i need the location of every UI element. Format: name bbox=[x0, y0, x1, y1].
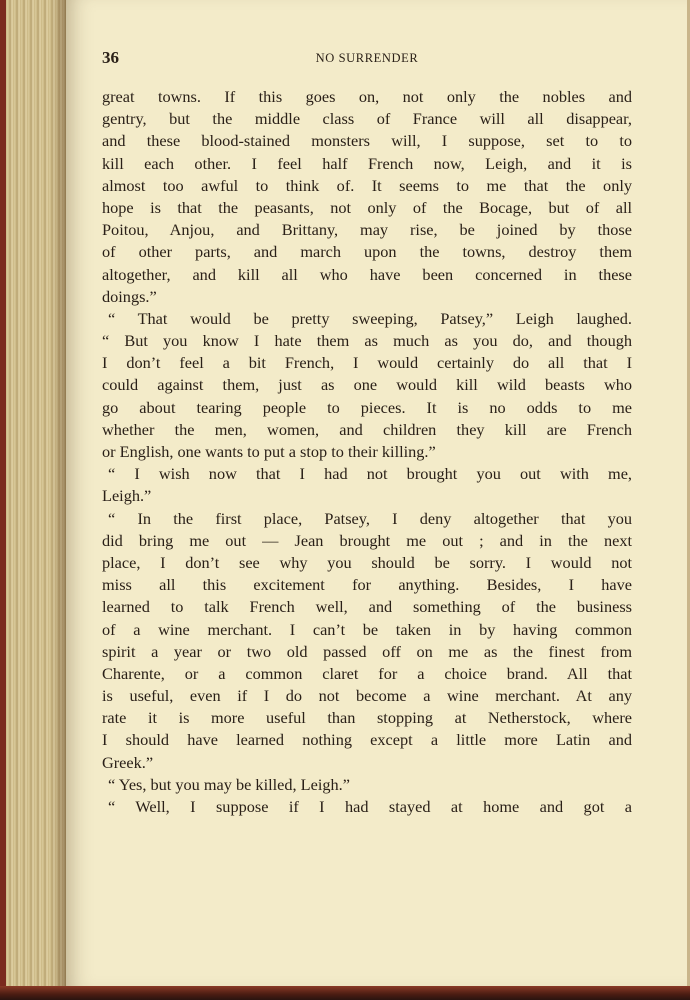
page-header bbox=[102, 48, 632, 72]
text-line: gentry, but the middle class of France will all disappear, bbox=[102, 109, 632, 129]
text-line: “ Yes, but you may be killed, Leigh.” bbox=[108, 774, 350, 794]
text-line: “ That would be pretty sweeping, Patsey,” Leigh laughed. bbox=[108, 308, 632, 328]
text-line: of other parts, and march upon the towns, destroy them bbox=[102, 242, 632, 262]
text-line: kill each other. I feel half French now, Leigh, and it is bbox=[102, 153, 632, 173]
text-line: I don’t feel a bit French, I would certainly do all that I bbox=[102, 353, 632, 373]
text-line: almost too awful to think of. It seems to me that the only bbox=[102, 175, 632, 195]
text-line: did bring me out — Jean brought me out ; and in the next bbox=[102, 530, 632, 550]
text-line: miss all this excitement for anything. Besides, I have bbox=[102, 575, 632, 595]
text-line: altogether, and kill all who have been concerned in these bbox=[102, 264, 632, 284]
text-line: or English, one wants to put a stop to their killing.” bbox=[102, 442, 436, 461]
text-line: “ But you know I hate them as much as you do, and though bbox=[102, 331, 632, 351]
text-line: rate it is more useful than stopping at Netherstock, where bbox=[102, 708, 632, 728]
text-line: could against them, just as one would kill wild beasts who bbox=[102, 375, 632, 395]
text-line: and these blood-stained monsters will, I suppose, set to to bbox=[102, 131, 632, 151]
text-line: spirit a year or two old passed off on me as the finest from bbox=[102, 641, 632, 661]
text-line: “ In the first place, Patsey, I deny altogether that you bbox=[108, 508, 632, 528]
text-line: great towns. If this goes on, not only the nobles and bbox=[102, 87, 632, 106]
text-line: of a wine merchant. I can’t be taken in by having common bbox=[102, 619, 632, 639]
text-line: learned to talk French well, and something of the business bbox=[102, 597, 632, 617]
text-line: Leigh.” bbox=[102, 486, 152, 506]
cover-edge bbox=[0, 0, 6, 1000]
body-text bbox=[102, 86, 632, 818]
page-number: 36 bbox=[102, 48, 119, 67]
text-line: Greek.” bbox=[102, 752, 154, 772]
text-line: Poitou, Anjou, and Brittany, may rise, be joined by those bbox=[102, 220, 632, 240]
text-line: hope is that the peasants, not only of the Bocage, but of all bbox=[102, 197, 632, 217]
running-head: NO SURRENDER bbox=[315, 51, 419, 65]
text-line: “ Well, I suppose if I had stayed at home and got a bbox=[108, 797, 632, 816]
cover-bottom-edge bbox=[0, 986, 690, 1000]
text-line: place, I don’t see why you should be sorry. I would not bbox=[102, 552, 632, 572]
text-line: doings.” bbox=[102, 286, 157, 306]
text-line: go about tearing people to pieces. It is no odds to me bbox=[102, 397, 632, 417]
text-line: whether the men, women, and children they kill are French bbox=[102, 419, 632, 439]
text-line: “ I wish now that I had not brought you out with me, bbox=[108, 464, 632, 484]
text-line: is useful, even if I do not become a wine merchant. At any bbox=[102, 686, 632, 706]
text-line: I should have learned nothing except a little more Latin and bbox=[102, 730, 632, 750]
text-line: Charente, or a common claret for a choice brand. All that bbox=[102, 663, 632, 683]
page-stack-edges bbox=[0, 0, 66, 1000]
